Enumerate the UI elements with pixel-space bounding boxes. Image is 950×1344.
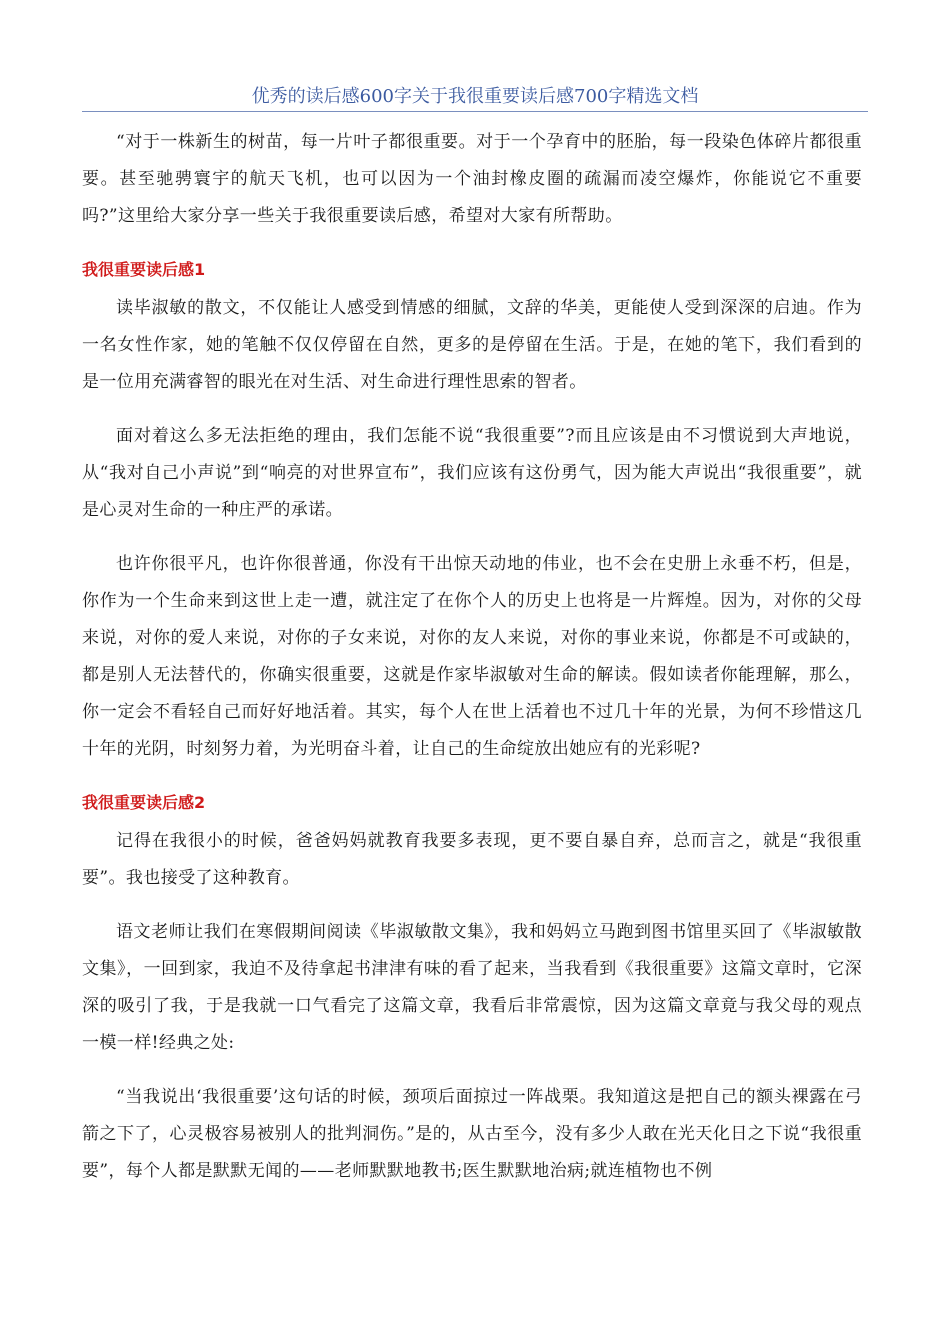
section-heading-1: 我很重要读后感1 [82, 260, 206, 279]
section-1-paragraph-3: 也许你很平凡，也许你很普通，你没有干出惊天动地的伟业，也不会在史册上永垂不朽，但是，你作为一个生命来到这世上走一遭，就注定了在你个人的历史上也将是一片辉煌。因为，对你的父母来说，对你的爱人来说，对你的子女来说，对你的友人来说，对你的事业来说，你都是不可或缺的，都是别人无法替代的，你确实很重要，这就是作家毕淑敏对生命的解读。假如读者你能理解，那么，你一定会不看轻自己而好好地活着。其实，每个人在世上活着也不过几十年的光景，为何不珍惜这几十年的光阴，时刻努力着，为光明奋斗着，让自己的生命绽放出她应有的光彩呢? [82, 554, 862, 759]
document-body [82, 124, 862, 1207]
section-2-paragraph-1: 记得在我很小的时候，爸爸妈妈就教育我要多表现，更不要自暴自弃，总而言之，就是“我很重要”。我也接受了这种教育。 [82, 831, 862, 888]
page-header-title: 优秀的读后感600字关于我很重要读后感700字精选文档 [251, 86, 699, 107]
header-divider [82, 111, 868, 112]
intro-paragraph: “对于一株新生的树苗，每一片叶子都很重要。对于一个孕育中的胚胎，每一段染色体碎片都很重要。甚至驰骋寰宇的航天飞机，也可以因为一个油封橡皮圈的疏漏而凌空爆炸，你能说它不重要吗?”这里给大家分享一些关于我很重要读后感，希望对大家有所帮助。 [82, 132, 862, 226]
section-1-paragraph-2: 面对着这么多无法拒绝的理由，我们怎能不说“我很重要”?而且应该是由不习惯说到大声地说，从“我对自己小声说”到“响亮的对世界宣布”，我们应该有这份勇气，因为能大声说出“我很重要”，就是心灵对生命的一种庄严的承诺。 [82, 426, 862, 520]
section-1-paragraph-1: 读毕淑敏的散文，不仅能让人感受到情感的细腻，文辞的华美，更能使人受到深深的启迪。作为一名女性作家，她的笔触不仅仅停留在自然，更多的是停留在生活。于是，在她的笔下，我们看到的是一位用充满睿智的眼光在对生活、对生命进行理性思索的智者。 [82, 298, 862, 392]
section-2-paragraph-2: 语文老师让我们在寒假期间阅读《毕淑敏散文集》，我和妈妈立马跑到图书馆里买回了《毕淑敏散文集》，一回到家，我迫不及待拿起书津津有味的看了起来，当我看到《我很重要》这篇文章时，它深深的吸引了我，于是我就一口气看完了这篇文章，我看后非常震惊，因为这篇文章竟与我父母的观点一模一样!经典之处: [82, 922, 862, 1053]
section-heading-2: 我很重要读后感2 [82, 793, 206, 812]
section-2-paragraph-3: “当我说出‘我很重要’这句话的时候，颈项后面掠过一阵战栗。我知道这是把自己的额头裸露在弓箭之下了，心灵极容易被别人的批判洞伤。”是的，从古至今，没有多少人敢在光天化日之下说“我很重要”，每个人都是默默无闻的——老师默默地教书;医生默默地治病;就连植物也不例 [82, 1087, 862, 1181]
